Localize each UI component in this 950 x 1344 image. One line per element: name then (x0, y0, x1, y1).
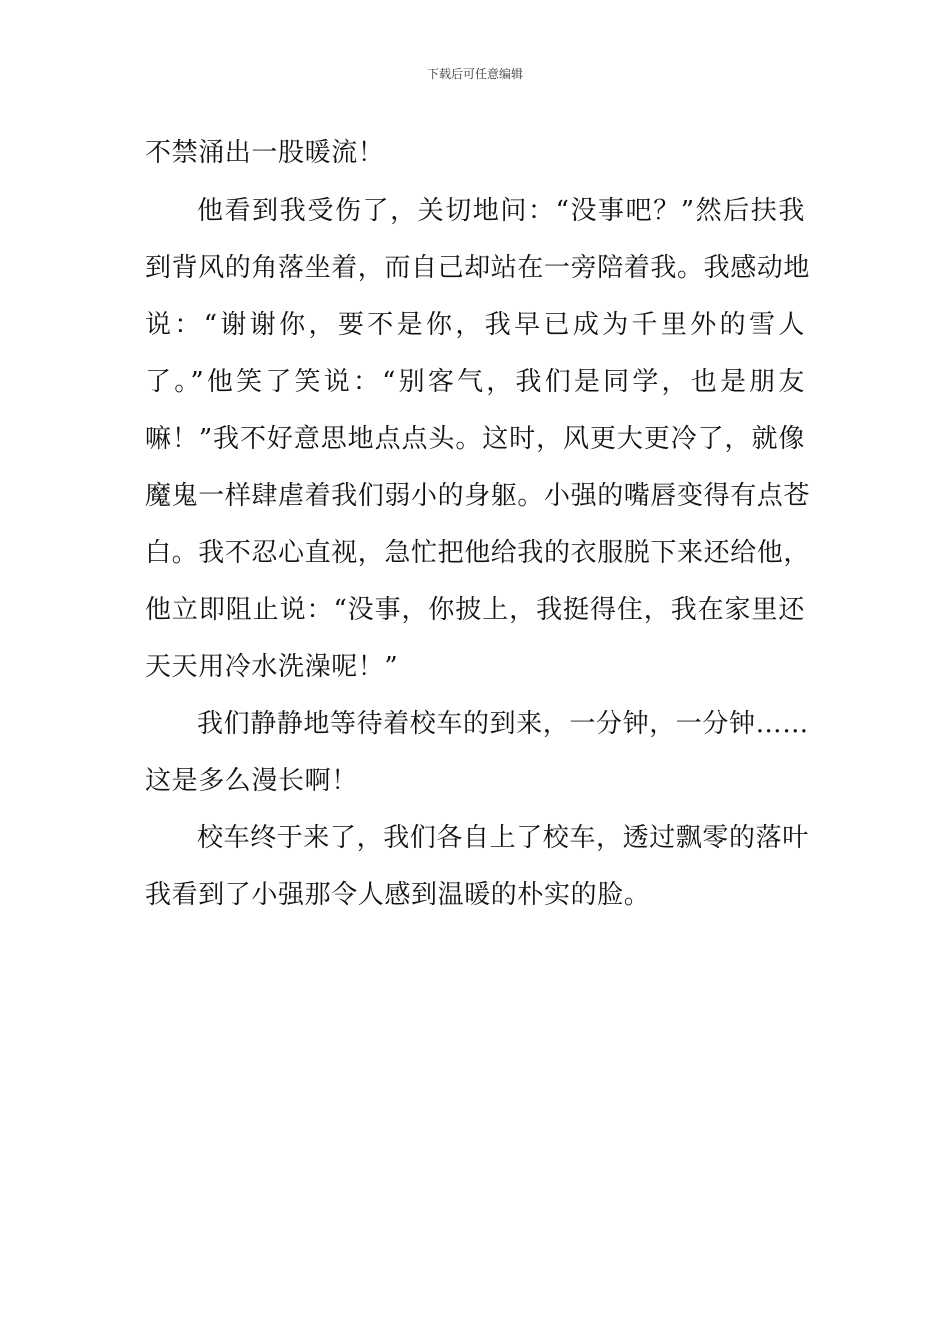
text-line: 他看到我受伤了，关切地问：“没事吧？”然后扶我 (197, 196, 805, 226)
text-line: 嘛！”我不好意思地点点头。这时，风更大更冷了，就像 (145, 424, 805, 454)
text-line: 校车终于来了，我们各自上了校车，透过飘零的落叶 (197, 823, 809, 853)
text-line: 白。我不忍心直视，急忙把他给我的衣服脱下来还给他， (145, 538, 811, 568)
text-line: 我看到了小强那令人感到温暖的朴实的脸。 (145, 880, 651, 910)
text-line: 不禁涌出一股暖流！ (145, 138, 385, 168)
text-line: 了。”他笑了笑说：“别客气，我们是同学，也是朋友 (145, 367, 805, 397)
page-header-note: 下载后可任意编辑 (426, 67, 523, 81)
text-line: 这是多么漫长啊！ (145, 766, 358, 796)
text-line: 魔鬼一样肆虐着我们弱小的身躯。小强的嘴唇变得有点苍 (145, 481, 811, 511)
text-line: 他立即阻止说：“没事，你披上，我挺得住，我在家里还 (145, 595, 805, 625)
text-line: 我们静静地等待着校车的到来，一分钟，一分钟…… (197, 709, 809, 739)
text-line: 到背风的角落坐着，而自己却站在一旁陪着我。我感动地 (145, 253, 811, 283)
text-line: 说：“谢谢你，要不是你，我早已成为千里外的雪人 (145, 310, 805, 340)
text-line: 天天用冷水洗澡呢！” (145, 652, 399, 682)
